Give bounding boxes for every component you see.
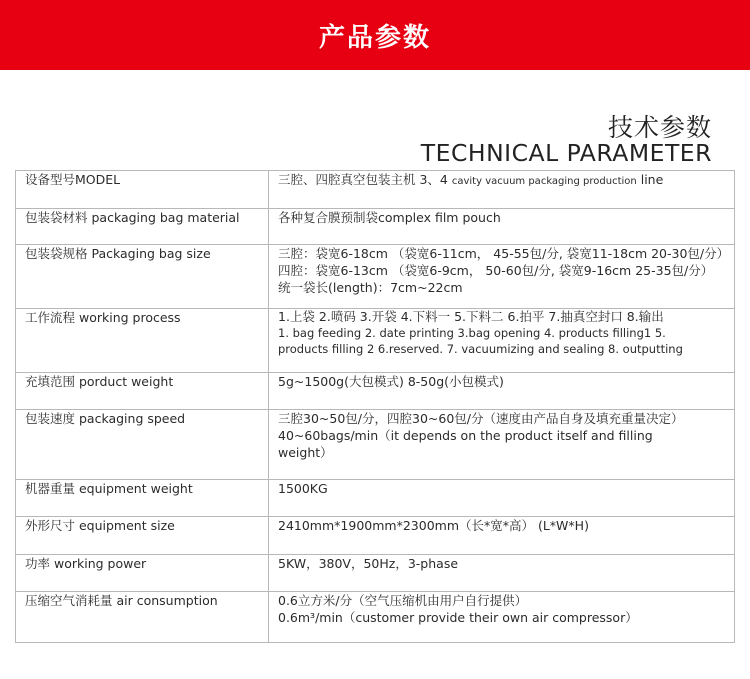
spec-row-equipment-weight bbox=[16, 480, 735, 517]
spec-value: 1500KG bbox=[269, 480, 735, 517]
spec-value bbox=[269, 245, 735, 309]
spec-value: 5g~1500g(大包模式) 8-50g(小包模式) bbox=[269, 373, 735, 410]
spec-table bbox=[15, 170, 735, 643]
spec-value-line: 1. bag feeding 2. date printing 3.bag opening 4. products filling1 5. bbox=[278, 326, 666, 340]
spec-value-line: 统一袋长(length)：7cm~22cm bbox=[278, 280, 463, 295]
spec-value-tail: line bbox=[636, 172, 664, 187]
spec-value-line: 0.6m³/min（customer provide their own air compressor） bbox=[278, 610, 638, 625]
spec-label: 包装袋材料 packaging bag material bbox=[16, 209, 269, 245]
spec-value-line: 1.上袋 2.喷码 3.开袋 4.下料一 5.下料二 6.拍平 7.抽真空封口 8.输出 bbox=[278, 309, 664, 324]
spec-value: 2410mm*1900mm*2300mm（长*宽*高） (L*W*H) bbox=[269, 517, 735, 555]
spec-value-line: 40~60bags/min（it depends on the product itself and filling bbox=[278, 428, 653, 443]
spec-row-bag-size bbox=[16, 245, 735, 309]
section-title-cn: 技术参数 bbox=[607, 113, 712, 142]
spec-label: 工作流程 working process bbox=[16, 309, 269, 373]
spec-value bbox=[269, 592, 735, 643]
spec-label: 压缩空气消耗量 air consumption bbox=[16, 592, 269, 643]
spec-label: 设备型号MODEL bbox=[16, 171, 269, 209]
spec-value-small: cavity vacuum packaging production bbox=[451, 176, 637, 187]
banner-title: 产品参数 bbox=[318, 22, 431, 53]
spec-row-packaging-speed bbox=[16, 410, 735, 480]
spec-value-line: weight） bbox=[278, 445, 333, 460]
spec-row-bag-material bbox=[16, 209, 735, 245]
spec-row-equipment-size bbox=[16, 517, 735, 555]
spec-row-product-weight bbox=[16, 373, 735, 410]
spec-value bbox=[269, 171, 735, 209]
spec-label: 外形尺寸 equipment size bbox=[16, 517, 269, 555]
page-banner bbox=[0, 0, 750, 70]
spec-value-main: 三腔、四腔真空包装主机 3、4 bbox=[278, 172, 452, 187]
spec-label: 功率 working power bbox=[16, 555, 269, 592]
spec-label: 包装袋规格 Packaging bag size bbox=[16, 245, 269, 309]
spec-row-model bbox=[16, 171, 735, 209]
spec-value: 各种复合膜预制袋complex film pouch bbox=[269, 209, 735, 245]
spec-value-line: products filling 2 6.reserved. 7. vacuumizing and sealing 8. outputting bbox=[278, 342, 683, 356]
spec-row-air-consumption bbox=[16, 592, 735, 643]
spec-row-working-process bbox=[16, 309, 735, 373]
spec-row-working-power bbox=[16, 555, 735, 592]
spec-label: 包装速度 packaging speed bbox=[16, 410, 269, 480]
spec-label: 充填范围 porduct weight bbox=[16, 373, 269, 410]
spec-label: 机器重量 equipment weight bbox=[16, 480, 269, 517]
spec-value: 5KW，380V，50Hz，3-phase bbox=[269, 555, 735, 592]
spec-value-line: 三腔：袋宽6-18cm （袋宽6-11cm， 45-55包/分, 袋宽11-18cm 20-30包/分） bbox=[278, 246, 730, 261]
spec-value-line: 三腔30~50包/分，四腔30~60包/分（速度由产品自身及填充重量决定） bbox=[278, 411, 684, 426]
spec-value bbox=[269, 309, 735, 373]
spec-value bbox=[269, 410, 735, 480]
spec-value-line: 四腔：袋宽6-13cm （袋宽6-9cm， 50-60包/分, 袋宽9-16cm 25-35包/分） bbox=[278, 263, 714, 278]
spec-value-line: 0.6立方米/分（空气压缩机由用户自行提供） bbox=[278, 593, 528, 608]
section-title-en: TECHNICAL PARAMETER bbox=[420, 139, 712, 167]
